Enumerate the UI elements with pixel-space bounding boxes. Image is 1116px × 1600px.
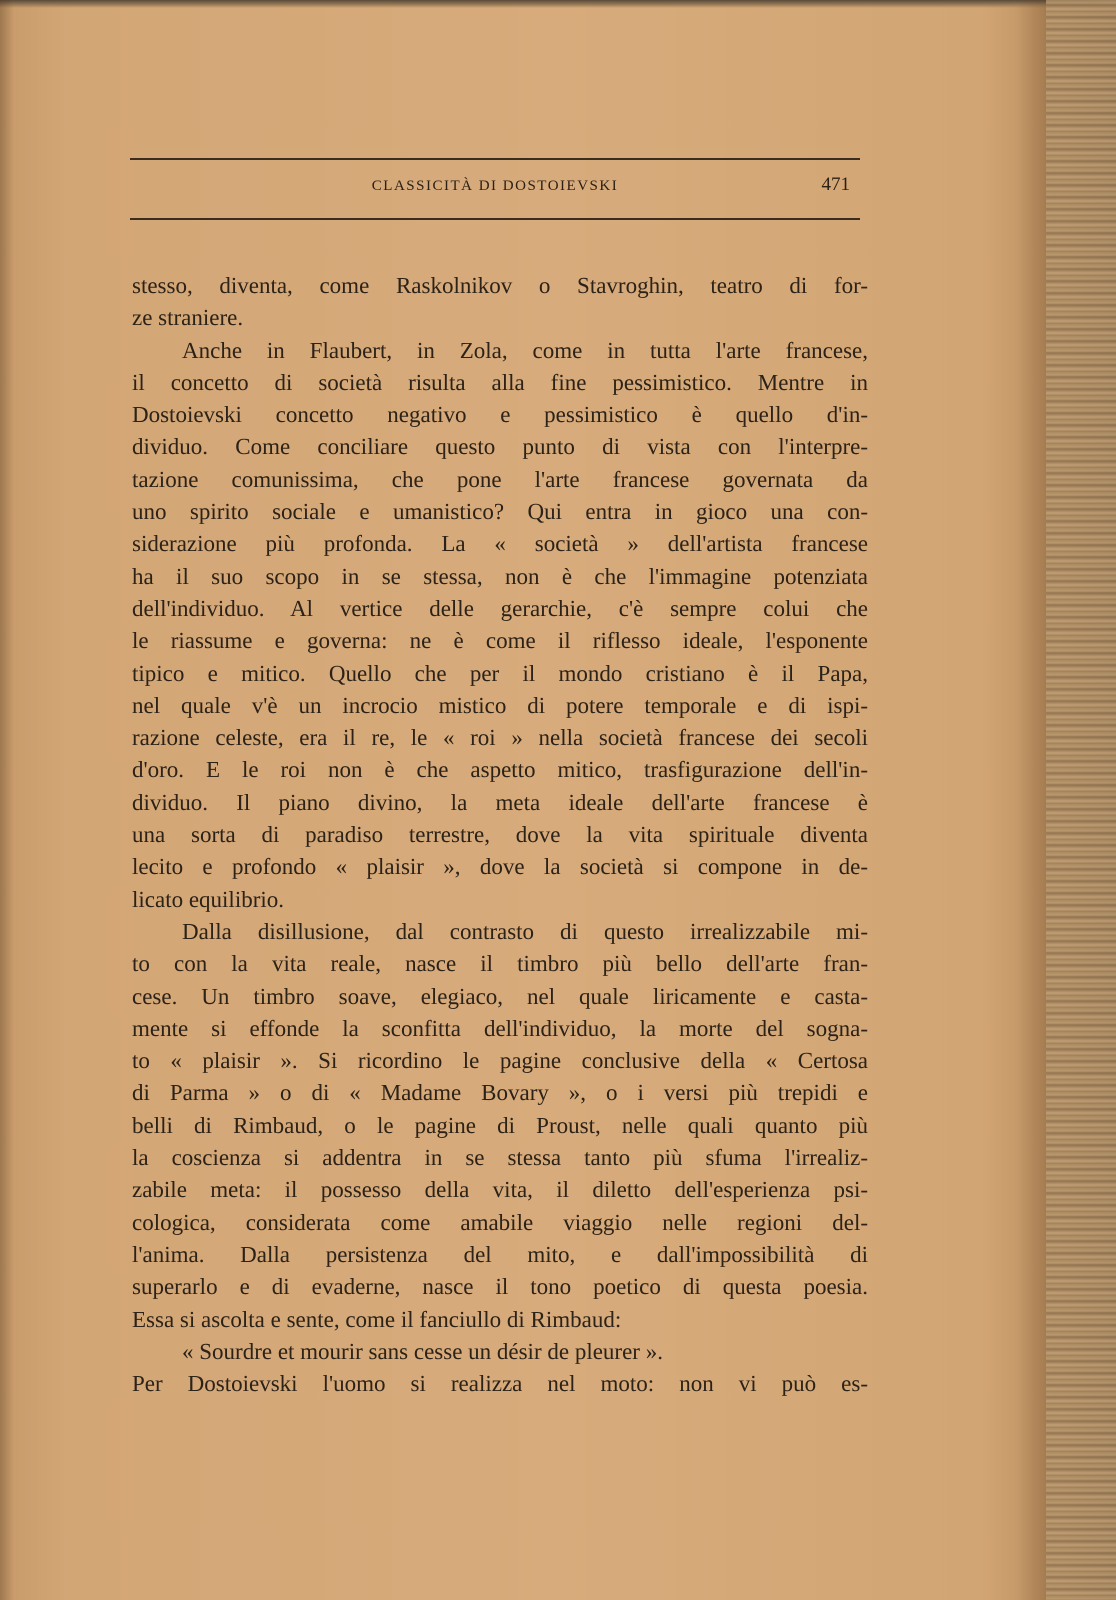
- text-line: cologica, considerata come amabile viaggio nelle regioni del-: [132, 1209, 868, 1235]
- text-line: tipico e mitico. Quello che per il mondo cristiano è il Papa,: [132, 660, 868, 686]
- text-line: to « plaisir ». Si ricordino le pagine conclusive della « Certosa: [132, 1048, 868, 1074]
- text-line: Dalla disillusione, dal contrasto di questo irrealizzabile mi-: [182, 918, 868, 944]
- text-line: superarlo e di evaderne, nasce il tono poetico di questa poesia.: [132, 1274, 868, 1300]
- text-line: razione celeste, era il re, le « roi » nella società francese dei secoli: [132, 725, 868, 751]
- text-line: siderazione più profonda. La « società » dell'artista francese: [132, 531, 868, 557]
- text-line: una sorta di paradiso terrestre, dove la vita spirituale diventa: [132, 822, 868, 848]
- text-line: tazione comunissima, che pone l'arte francese governata da: [132, 466, 868, 492]
- text-line: Per Dostoievski l'uomo si realizza nel moto: non vi può es-: [132, 1371, 868, 1397]
- text-line: belli di Rimbaud, o le pagine di Proust, nelle quali quanto più: [132, 1112, 868, 1138]
- text-line: ha il suo scopo in se stessa, non è che l'immagine potenziata: [132, 563, 868, 589]
- text-line: licato equilibrio.: [132, 886, 285, 912]
- page-header: [130, 158, 860, 222]
- text-line: dividuo. Il piano divino, la meta ideale dell'arte francese è: [132, 789, 868, 815]
- text-line: nel quale v'è un incrocio mistico di potere temporale e di ispi-: [132, 692, 868, 718]
- page-number: 471: [821, 174, 850, 195]
- text-line: mente si effonde la sconfitta dell'individuo, la morte del sogna-: [132, 1015, 868, 1041]
- text-line: dell'individuo. Al vertice delle gerarchie, c'è sempre colui che: [132, 595, 868, 621]
- book-binding-edge: [1046, 0, 1116, 1600]
- text-line: le riassume e governa: ne è come il riflesso ideale, l'esponente: [132, 628, 868, 654]
- text-line: stesso, diventa, come Raskolnikov o Stavroghin, teatro di for-: [132, 273, 868, 298]
- text-line: di Parma » o di « Madame Bovary », o i versi più trepidi e: [132, 1080, 868, 1106]
- text-line: zabile meta: il possesso della vita, il diletto dell'esperienza psi-: [132, 1177, 868, 1203]
- page-top-edge: [0, 0, 1116, 8]
- text-line: l'anima. Dalla persistenza del mito, e dall'impossibilità di: [132, 1241, 868, 1267]
- text-line: uno spirito sociale e umanistico? Qui entra in gioco una con-: [132, 499, 868, 525]
- header-rule-bottom: [130, 218, 860, 220]
- running-title: CLASSICITÀ DI DOSTOIEVSKI: [371, 178, 619, 194]
- text-line: Essa si ascolta e sente, come il fanciullo di Rimbaud:: [132, 1306, 622, 1332]
- body-text: [132, 270, 868, 1400]
- page-left-shadow: [0, 0, 14, 1600]
- text-line: dividuo. Come conciliare questo punto di vista con l'interpre-: [132, 434, 868, 460]
- text-line: Anche in Flaubert, in Zola, come in tutta l'arte francese,: [182, 337, 868, 363]
- text-line: cese. Un timbro soave, elegiaco, nel quale liricamente e casta-: [132, 983, 868, 1009]
- text-line: Dostoievski concetto negativo e pessimistico è quello d'in-: [132, 402, 868, 428]
- text-line: il concetto di società risulta alla fine pessimistico. Mentre in: [132, 369, 868, 395]
- text-line: la coscienza si addentra in se stessa tanto più sfuma l'irrealiz-: [132, 1145, 868, 1171]
- text-line: d'oro. E le roi non è che aspetto mitico, trasfigurazione dell'in-: [132, 757, 868, 783]
- text-line: ze straniere.: [132, 305, 244, 331]
- text-line: lecito e profondo « plaisir », dove la società si compone in de-: [132, 854, 868, 880]
- binding-shadow: [1016, 0, 1046, 1600]
- text-line: « Sourdre et mourir sans cesse un désir de pleurer ».: [182, 1338, 663, 1364]
- text-line: to con la vita reale, nasce il timbro più bello dell'arte fran-: [132, 951, 868, 977]
- header-rule-top: [130, 158, 860, 160]
